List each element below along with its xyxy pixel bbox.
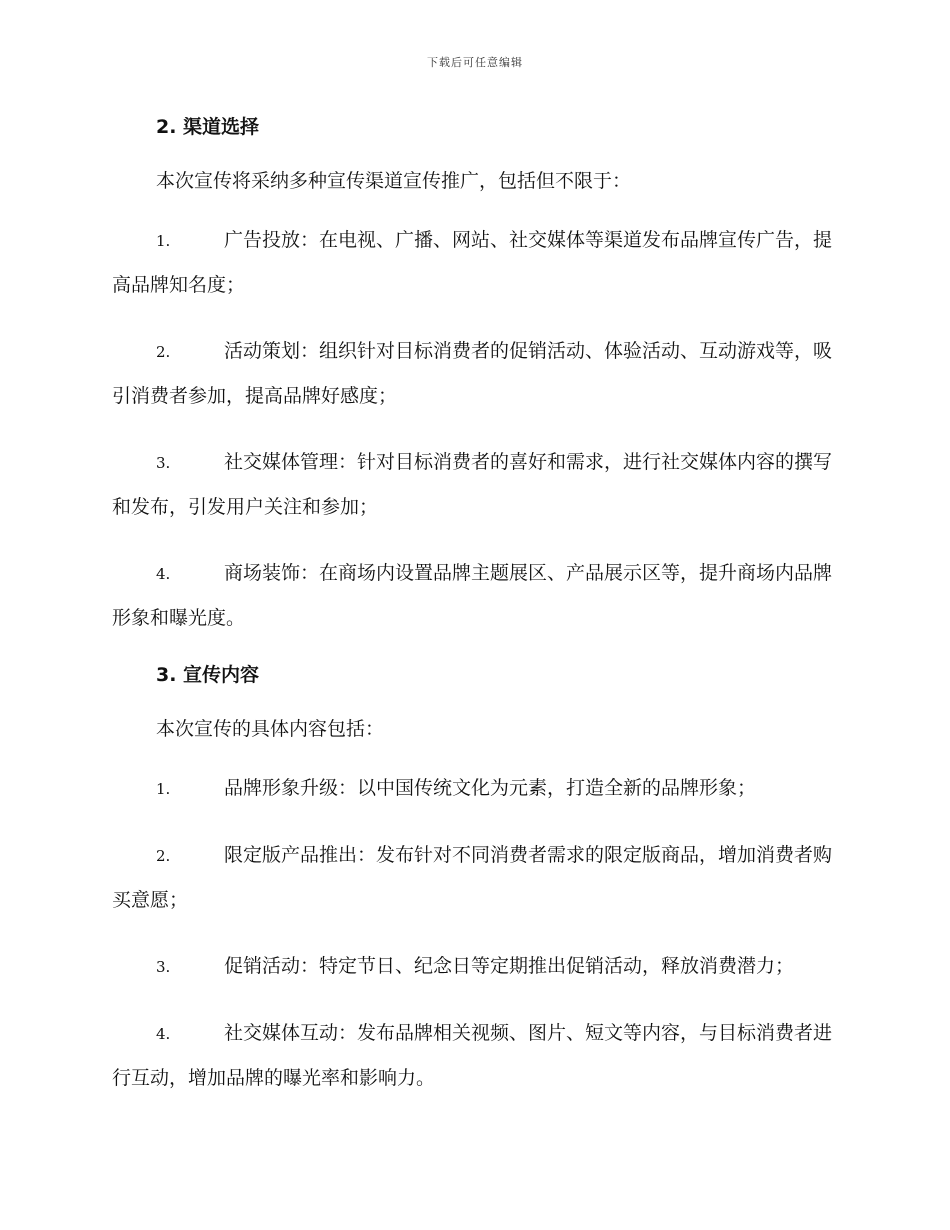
list-item-number: 1.	[156, 232, 171, 250]
list-item-text: 限定版产品推出：发布针对不同消费者需求的限定版商品，增加消费者购买意愿；	[112, 844, 833, 911]
list-item-number: 2.	[156, 847, 171, 865]
section-intro-channels: 本次宣传将采纳多种宣传渠道宣传推广，包括但不限于：	[156, 170, 632, 192]
list-item-text: 活动策划：组织针对目标消费者的促销活动、体验活动、互动游戏等，吸引消费者参加，提高品牌好感度；	[112, 340, 833, 407]
list-item-text: 广告投放：在电视、广播、网站、社交媒体等渠道发布品牌宣传广告，提高品牌知名度；	[112, 229, 833, 296]
list-item-number: 1.	[156, 780, 171, 798]
list-item-number: 3.	[156, 454, 171, 472]
list-item-text: 品牌形象升级：以中国传统文化为元素，打造全新的品牌形象；	[224, 777, 757, 799]
list-item	[112, 833, 832, 922]
document-body	[112, 112, 832, 1100]
list-item-text: 商场装饰：在商场内设置品牌主题展区、产品展示区等，提升商场内品牌形象和曝光度。	[112, 562, 833, 629]
list-item-number: 4.	[156, 1025, 171, 1043]
list-item-text: 社交媒体管理：针对目标消费者的喜好和需求，进行社交媒体内容的撰写和发布，引发用户关注和参加；	[112, 451, 833, 518]
list-item	[112, 1011, 832, 1100]
list-item-text: 社交媒体互动：发布品牌相关视频、图片、短文等内容，与目标消费者进行互动，增加品牌的曝光率和影响力。	[112, 1022, 833, 1089]
list-item-text: 促销活动：特定节日、纪念日等定期推出促销活动，释放消费潜力；	[224, 955, 795, 977]
page-header-note: 下载后可任意编辑	[427, 56, 523, 69]
list-item	[112, 218, 832, 307]
section-heading-channels: 2. 渠道选择	[156, 116, 260, 138]
list-item	[112, 551, 832, 640]
list-item-number: 3.	[156, 958, 171, 976]
section-heading-content: 3. 宣传内容	[156, 664, 260, 686]
list-item	[112, 766, 832, 811]
list-item-number: 2.	[156, 343, 171, 361]
list-item	[112, 329, 832, 418]
list-item-number: 4.	[156, 565, 171, 583]
list-item	[112, 944, 832, 989]
section-intro-content: 本次宣传的具体内容包括：	[156, 718, 385, 740]
list-item	[112, 440, 832, 529]
